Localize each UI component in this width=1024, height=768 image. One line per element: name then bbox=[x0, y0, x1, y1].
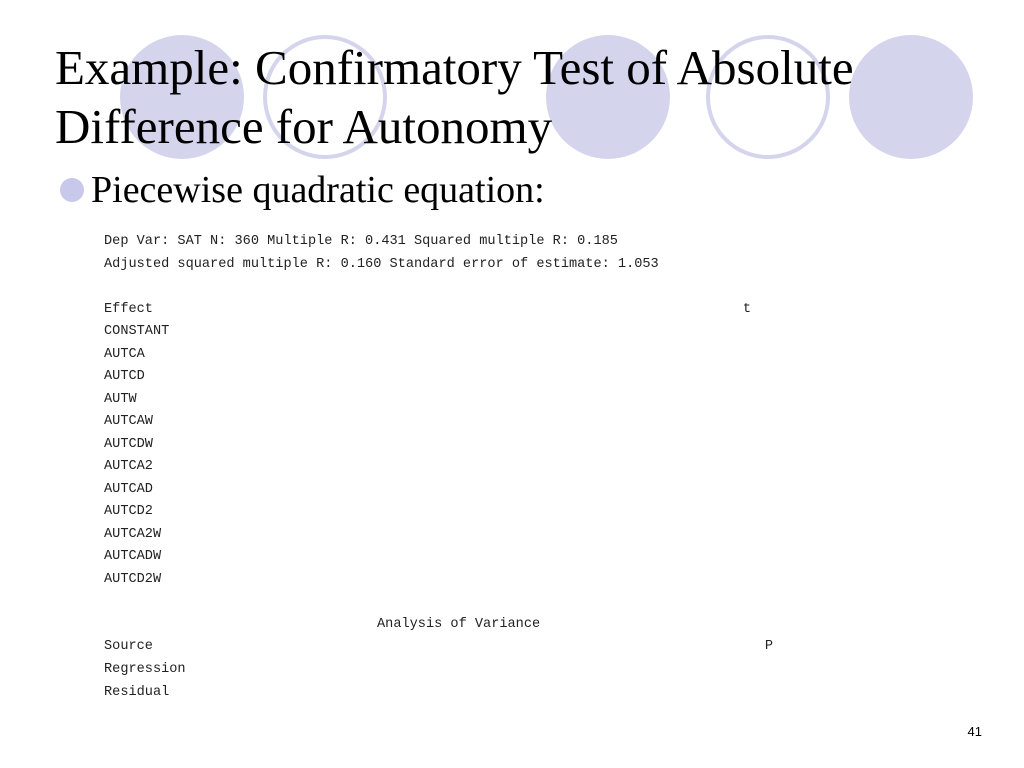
effects-row-cell: AUTCD bbox=[104, 369, 145, 384]
effects-row-cell: AUTCA2 bbox=[104, 459, 153, 474]
anova-row-cell: Residual bbox=[104, 684, 170, 700]
effects-row-cell: AUTCA2W bbox=[104, 526, 162, 542]
page-number: 41 bbox=[967, 724, 982, 739]
effects-header-row-cell: Effect bbox=[104, 302, 153, 317]
effects-row-cell: CONSTANT bbox=[104, 324, 170, 339]
effects-row-cell: AUTCD2 bbox=[104, 504, 153, 519]
effects-header-row-cell: t bbox=[742, 302, 752, 317]
effects-row-cell: AUTCDW bbox=[104, 436, 153, 452]
title-line-1: Example: Confirmatory Test of Absolute bbox=[55, 40, 854, 95]
anova-header-row-cell: P bbox=[764, 639, 774, 654]
effects-row-cell: AUTW bbox=[104, 391, 137, 407]
effects-row-cell: AUTCAD bbox=[104, 481, 153, 497]
effects-row-cell: AUTCADW bbox=[104, 549, 162, 564]
bullet-text: Piecewise quadratic equation: bbox=[91, 169, 545, 211]
anova-header-row-cell: Source bbox=[104, 639, 153, 654]
output-header-line-1: Dep Var: SAT N: 360 Multiple R: 0.431 Squared multiple R: 0.185 bbox=[104, 234, 618, 249]
anova-row-cell: Regression bbox=[104, 662, 186, 677]
bullet-dot-icon bbox=[60, 178, 84, 202]
effects-row-cell: AUTCD2W bbox=[104, 571, 162, 587]
title-line-2: Difference for Autonomy bbox=[55, 99, 553, 154]
output-header-line-2: Adjusted squared multiple R: 0.160 Standard error of estimate: 1.053 bbox=[104, 257, 659, 272]
effects-row-cell: AUTCAW bbox=[104, 414, 153, 429]
effects-row-cell: AUTCA bbox=[104, 346, 145, 362]
anova-title: Analysis of Variance bbox=[377, 617, 541, 632]
slide-title bbox=[55, 38, 995, 156]
